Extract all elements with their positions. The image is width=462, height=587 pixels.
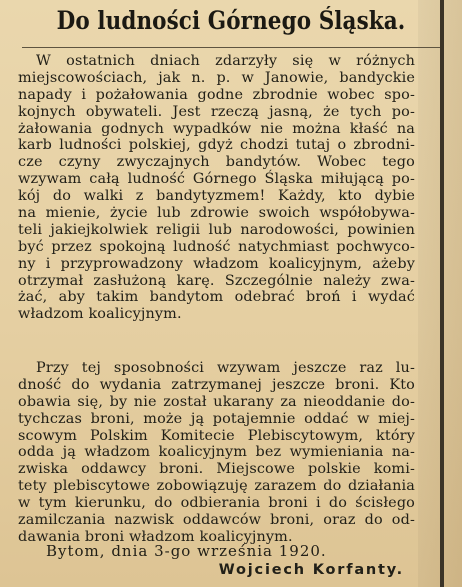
signature: Wojciech Korfanty. xyxy=(218,562,404,578)
proclamation-title: Do ludności Górnego Śląska. xyxy=(56,6,406,35)
text-line: kój do walki z bandytyzmem! Każdy, kto dybie xyxy=(18,188,415,205)
text-line: żać, aby takim bandytom odebrać broń i wydać xyxy=(18,289,415,306)
text-line: miejscowościach, jak n. p. w Janowie, bandyckie xyxy=(18,69,415,86)
text-line: odda ją władzom koalicyjnym bez wymieniania na- xyxy=(18,444,415,461)
text-line: władzom koalicyjnym. xyxy=(18,306,182,323)
text-line: kojnych obywateli. Jest rzeczą jasną, że tych po- xyxy=(18,103,415,120)
paragraph-2 xyxy=(18,360,415,546)
text-line: scowym Polskim Komitecie Plebiscytowym, który xyxy=(18,427,415,444)
text-line: być przez spokojną ludność natychmiast pochwyco- xyxy=(18,238,415,255)
text-line: obawia się, by nie został ukarany za nieoddanie do- xyxy=(18,393,415,410)
text-line: wzywam całą ludność Górnego Śląska miłującą po- xyxy=(18,171,415,188)
text-line: otrzymał zasłużoną karę. Szczególnie należy zwa- xyxy=(18,272,415,289)
text-line: tety plebiscytowe zobowiązuję zarazem do działania xyxy=(18,478,415,495)
text-line: w tym kierunku, do odbierania broni i do ścisłego xyxy=(18,495,415,512)
text-line: ny i przyprowadzony władzom koalicyjnym, ażeby xyxy=(18,255,415,272)
place-and-date: Bytom, dnia 3-go września 1920. xyxy=(46,542,327,560)
text-line: dność do wydania zatrzymanej jeszcze broni. Kto xyxy=(18,376,415,393)
text-line: cze czyny zwyczajnych bandytów. Wobec tego xyxy=(18,154,415,171)
text-line: karb ludności polskiej, gdyż chodzi tutaj o zbrodni- xyxy=(18,137,415,154)
title-divider xyxy=(22,47,440,48)
text-line: teli jakiejkolwiek religii lub narodowości, powinien xyxy=(18,221,415,238)
text-line: tychczas broni, może ją potajemnie oddać w miej- xyxy=(18,410,415,427)
text-line: napady i pożałowania godne zbrodnie wobec spo- xyxy=(18,86,415,103)
text-line: W ostatnich dniach zdarzyły się w różnych xyxy=(36,53,415,69)
text-line: dawania broni władzom koalicyjnym. xyxy=(18,528,293,545)
text-line: żałowania godnych wypadków nie można kłaść na xyxy=(18,120,415,137)
text-line: zamilczania nazwisk oddawców broni, oraz do od- xyxy=(18,512,415,529)
text-line: zwiska oddawcy broni. Miejscowe polskie komi- xyxy=(18,461,415,478)
text-line: na mienie, życie lub zdrowie swoich współobywa- xyxy=(18,205,415,222)
text-line: Przy tej sposobności wzywam jeszcze raz lu- xyxy=(36,360,415,376)
paragraph-1 xyxy=(18,53,415,323)
column-rule-right xyxy=(440,0,444,587)
